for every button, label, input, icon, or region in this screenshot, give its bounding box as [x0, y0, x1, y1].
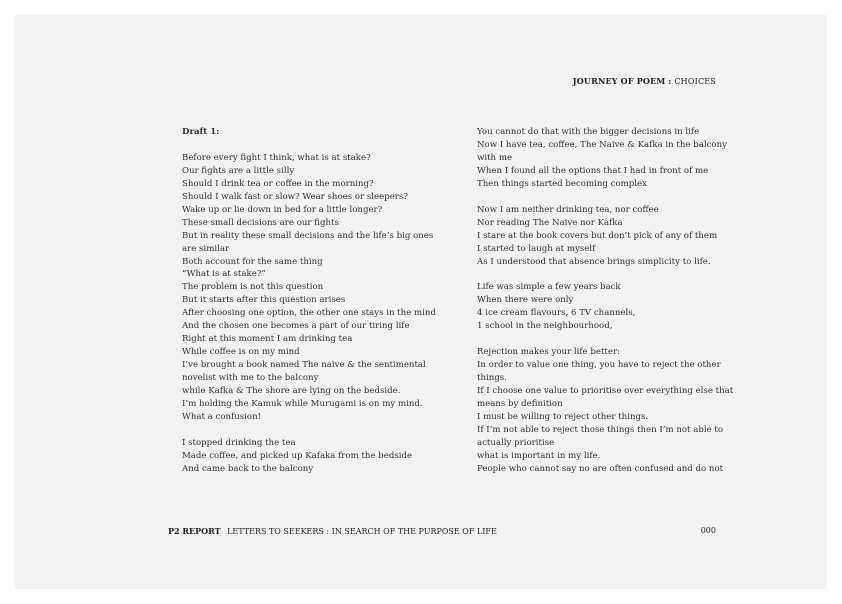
poem-line: while Kafka & The shore are lying on the bedside.	[182, 386, 401, 397]
poem-line: Before every fight I think, what is at stake?	[182, 152, 371, 163]
poem-line: When I found all the options that I had in front of me	[477, 165, 709, 176]
poem-line: If I’m not able to reject those things then I’m not able to	[477, 424, 724, 435]
poem-line: But in reality these small decisions and the life’s big ones	[182, 230, 434, 241]
poem-line: You cannot do that with the bigger decisions in life	[477, 127, 700, 137]
poem-line: People who cannot say no are often confused and do not	[477, 463, 724, 474]
poem-line: When there were only	[477, 295, 574, 306]
poem-line: I started to laugh at myself	[477, 243, 596, 254]
poem-line: But it starts after this question arises	[182, 295, 346, 306]
poem-line: The problem is not this question	[182, 282, 324, 293]
poem-line: In order to value one thing, you have to reject the other	[477, 360, 721, 371]
poem-line	[182, 139, 452, 152]
poem-line: Now I have tea, coffee, The Naive & Kafka in the balcony	[477, 139, 727, 150]
poem-line: Now I am neither drinking tea, nor coffee	[477, 204, 659, 215]
poem-line: I’ve brought a book named The naive & the sentimental	[182, 360, 426, 371]
poem-line: Should I drink tea or coffee in the morning?	[182, 178, 374, 189]
poem-right-column	[477, 126, 737, 476]
poem-line: novelist with me to the balcony	[182, 373, 319, 384]
poem-line: While coffee is on my mind	[182, 347, 300, 358]
poem-line: After choosing one option, the other one stays in the mind	[182, 308, 436, 319]
poem-line	[477, 191, 737, 204]
poem-line: “What is at stake?”	[182, 269, 266, 280]
poem-line: Wake up or lie down in bed for a little longer?	[182, 204, 383, 215]
section-header-title: CHOICES	[674, 77, 716, 86]
poem-line: If I choose one value to prioritise over everything else that	[477, 386, 734, 397]
footer-report-title	[168, 526, 497, 536]
poem-line: Both account for the same thing	[182, 256, 323, 267]
poem-line: Right at this moment I am drinking tea	[182, 334, 353, 345]
poem-line: with me	[477, 152, 513, 163]
poem-line	[477, 268, 737, 281]
poem-line: Then things started becoming complex	[477, 178, 647, 189]
section-header-label: JOURNEY OF POEM :	[572, 76, 672, 86]
poem-line: I stare at the book covers but don’t pick of any of them	[477, 230, 718, 241]
poem-line: I stopped drinking the tea	[182, 437, 296, 448]
poem-line: means by definition	[477, 398, 563, 409]
poem-line: What a confusion!	[182, 411, 262, 422]
poem-line: are similar	[182, 243, 230, 254]
poem-line: Our fights are a little silly	[182, 165, 295, 176]
poem-line: Made coffee, and picked up Kafaka from the bedside	[182, 450, 413, 461]
poem-line: Should I walk fast or slow? Wear shoes or sleepers?	[182, 191, 408, 202]
page-number: 000	[700, 526, 716, 535]
poem-left-column	[182, 126, 452, 476]
poem-line: Life was simple a few years back	[477, 282, 621, 293]
poem-line: actually prioritise	[477, 437, 555, 448]
poem-line: As I understood that absence brings simplicity to life.	[477, 256, 711, 267]
poem-line: These small decisions are our fights	[182, 217, 339, 228]
poem-line: And came back to the balcony	[182, 463, 314, 474]
poem-line: 1 school in the neighbourhood,	[477, 321, 613, 332]
footer-report-label: P2 REPORT	[168, 526, 221, 536]
poem-line: what is important in my life.	[477, 450, 601, 461]
footer-report-subtitle: LETTERS TO SEEKERS : IN SEARCH OF THE PURPOSE OF LIFE	[227, 527, 497, 536]
draft-title: Draft 1:	[182, 127, 220, 137]
poem-line: things.	[477, 373, 507, 384]
poem-line: I must be willing to reject other things.	[477, 411, 649, 422]
poem-line: Nor reading The Naive nor Kafka	[477, 217, 623, 228]
section-header	[573, 76, 716, 86]
poem-line	[477, 333, 737, 346]
poem-line	[182, 424, 452, 437]
poem-line: And the chosen one becomes a part of our tiring life	[182, 321, 410, 332]
poem-line: 4 ice cream flavours, 6 TV channels,	[477, 308, 636, 319]
poem-line: I’m holding the Kamuk while Murugami is on my mind.	[182, 399, 423, 409]
poem-line: Rejection makes your life better:	[477, 347, 620, 358]
